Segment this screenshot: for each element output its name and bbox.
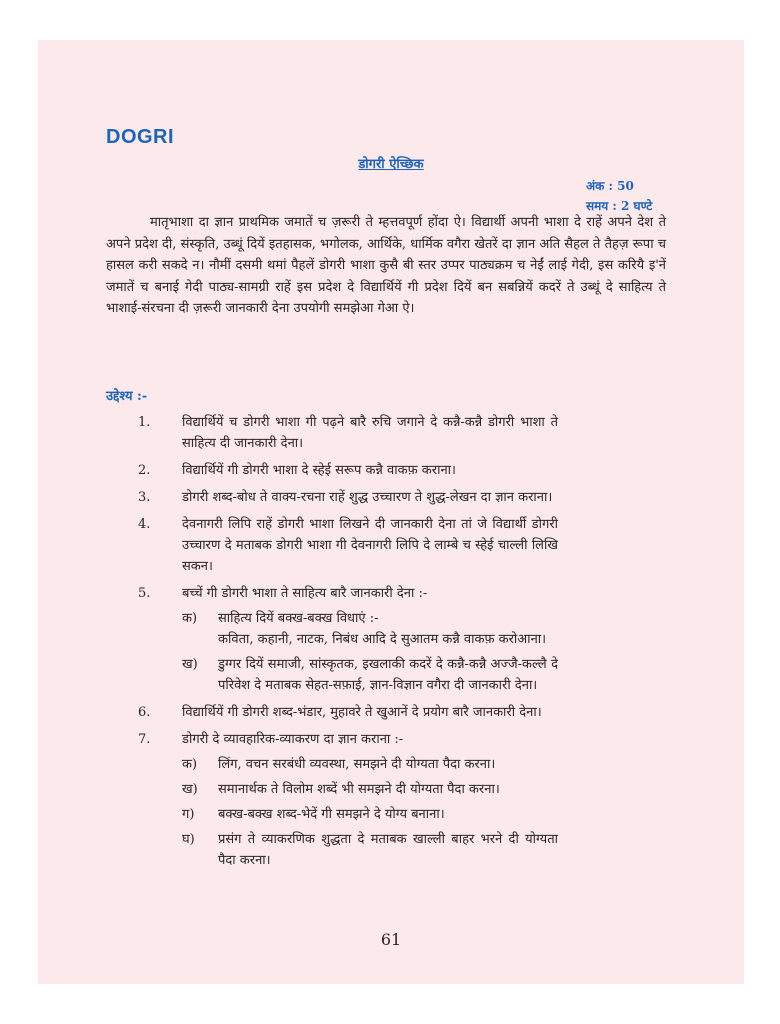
objective-text: डोगरी दे व्यावहारिक-व्याकरण दा ज्ञान कराना :- bbox=[182, 732, 404, 747]
objective-body bbox=[182, 487, 558, 508]
objective-subitem bbox=[182, 829, 558, 871]
objective-text: विद्यार्थियें गी डोगरी भाशा दे स्हेई सरूप कन्नै वाकफ़ कराना। bbox=[182, 463, 456, 478]
subitem-text: प्रसंग ते व्याकरणिक शुद्धता दे मताबक खाल्ली बाहर भरने दी योग्यता पैदा करना। bbox=[218, 832, 558, 868]
subject-title: डोगरी ऐच्छिक bbox=[358, 157, 424, 172]
objective-number: 3. bbox=[138, 490, 151, 505]
objective-body bbox=[182, 514, 558, 577]
subitem-text-wrap bbox=[218, 804, 558, 825]
objective-body bbox=[182, 412, 558, 454]
page-number: 61 bbox=[380, 930, 402, 949]
subitem-text: समानार्थक ते विलोम शब्दें भी समझने दी योग्यता पैदा करना। bbox=[218, 782, 500, 797]
subitem-letter: ख) bbox=[182, 657, 198, 672]
objective-text: डोगरी शब्द-बोध ते वाक्य-रचना राहें शुद्ध उच्चारण ते शुद्ध-लेखन दा ज्ञान कराना। bbox=[182, 490, 553, 505]
subitem-text: बक्ख-बक्ख शब्द-भेदें गी समझने दे योग्य बनाना। bbox=[218, 807, 445, 822]
subitem-letter: ग) bbox=[182, 807, 195, 822]
objective-number: 4. bbox=[138, 517, 151, 532]
objective-subitem bbox=[182, 779, 558, 800]
objectives-list bbox=[138, 412, 558, 877]
subitem-letter: घ) bbox=[182, 832, 195, 847]
objective-subitem bbox=[182, 608, 558, 650]
subitem-letter: क) bbox=[182, 611, 198, 626]
objective-text: देवनागरी लिपि राहें डोगरी भाशा लिखने दी जानकारी देना तां जे विद्यार्थी डोगरी उच्चारण दे मताबक डोगरी भाशा गी देवनागरी लिपि दे लाम्बे च स्हेई चाल्ली लिखि सकन। bbox=[182, 517, 558, 574]
objective-item bbox=[138, 460, 558, 481]
subitem-text-wrap bbox=[218, 754, 558, 775]
marks-label: अंक : 50 bbox=[586, 179, 634, 193]
objective-number: 5. bbox=[138, 586, 151, 601]
objective-body bbox=[182, 583, 558, 696]
objective-text: बच्चें गी डोगरी भाशा ते साहित्य बारै जानकारी देना :- bbox=[182, 586, 428, 601]
objective-item bbox=[138, 702, 558, 723]
objective-body bbox=[182, 729, 558, 871]
objective-number: 7. bbox=[138, 732, 151, 747]
language-label: DOGRI bbox=[106, 126, 175, 148]
intro-paragraph: मातृभाशा दा ज्ञान प्राथमिक जमातें च ज़रूरी ते म्हत्तवपूर्ण होंदा ऐ। विद्यार्थी अपनी भाशा दे राहें अपने देश ते अपने प्रदेश दी, संस्कृति, उब्धूं दियें इतहासक, भगोलक, आर्थिके, धार्मिक वगैरा खेतरें दा ज्ञान अति सैहल ते तैहज़ रूपा च हासल करी सकदे न। नौमीं दसमी थमां पैहलें डोगरी भाशा कुसै बी स्तर उप्पर पाठ्यक्रम च नेईं लाई गेदी, इस करियै इ'नें जमातें च बनाई गेदी पाठ्य-सामग्री राहें इस प्रदेश दे विद्यार्थियें गी प्रदेश दियें बन सबन्नियें कदरें ते उब्धूं दे साहित्य ते भाशाई-संरचना दी ज़रूरी जानकारी देना उपयोगी समझेआ गेआ ऐ। bbox=[106, 215, 666, 316]
objective-item bbox=[138, 729, 558, 871]
subitem-letter: क) bbox=[182, 757, 198, 772]
objective-subitem bbox=[182, 654, 558, 696]
subitem-text-wrap bbox=[218, 829, 558, 871]
objective-body bbox=[182, 460, 558, 481]
objective-subitem bbox=[182, 804, 558, 825]
objective-item bbox=[138, 514, 558, 577]
subitem-text-wrap bbox=[218, 654, 558, 696]
objective-item bbox=[138, 583, 558, 696]
objective-body bbox=[182, 702, 558, 723]
subitem-text: साहित्य दियें बक्ख-बक्ख विधाएं :- bbox=[218, 611, 379, 626]
marks-time-block bbox=[586, 176, 652, 216]
objective-text: विद्यार्थियें च डोगरी भाशा गी पढ़ने बारै रुचि जगाने दे कन्नै-कन्नै डोगरी भाशा ते साहित्य दी जानकारी देना। bbox=[182, 415, 558, 451]
objective-item bbox=[138, 487, 558, 508]
objective-number: 6. bbox=[138, 705, 151, 720]
objective-item bbox=[138, 412, 558, 454]
subitem-text: लिंग, वचन सरबंधी व्यवस्था, समझने दी योग्यता पैदा करना। bbox=[218, 757, 496, 772]
objective-number: 2. bbox=[138, 463, 151, 478]
subitem-text-wrap bbox=[218, 779, 558, 800]
objective-subitem bbox=[182, 754, 558, 775]
subitem-text: डुग्गर दियें समाजी, सांस्कृतक, इखलाकी कदरें दे कन्नै-कन्नै अज्जै-कल्लै दे परिवेश दे मताबक सेहत-सफ़ाई, ज्ञान-विज्ञान वगैरा दी जानकारी देना। bbox=[218, 657, 558, 693]
objective-text: विद्यार्थियें गी डोगरी शब्द-भंडार, मुहावरे ते खुआनें दे प्रयोग बारै जानकारी देना। bbox=[182, 705, 542, 720]
subitem-letter: ख) bbox=[182, 782, 198, 797]
subitem-text-wrap bbox=[218, 608, 558, 650]
subitem-extra-text: कविता, कहानी, नाटक, निबंध आदि दे सुआतम कन्नै वाकफ़ करोआना। bbox=[218, 632, 547, 647]
document-page bbox=[38, 40, 744, 984]
objectives-heading: उद्देश्य :- bbox=[106, 389, 148, 404]
objective-number: 1. bbox=[138, 415, 151, 430]
time-label: समय : 2 घण्टे bbox=[586, 199, 653, 213]
